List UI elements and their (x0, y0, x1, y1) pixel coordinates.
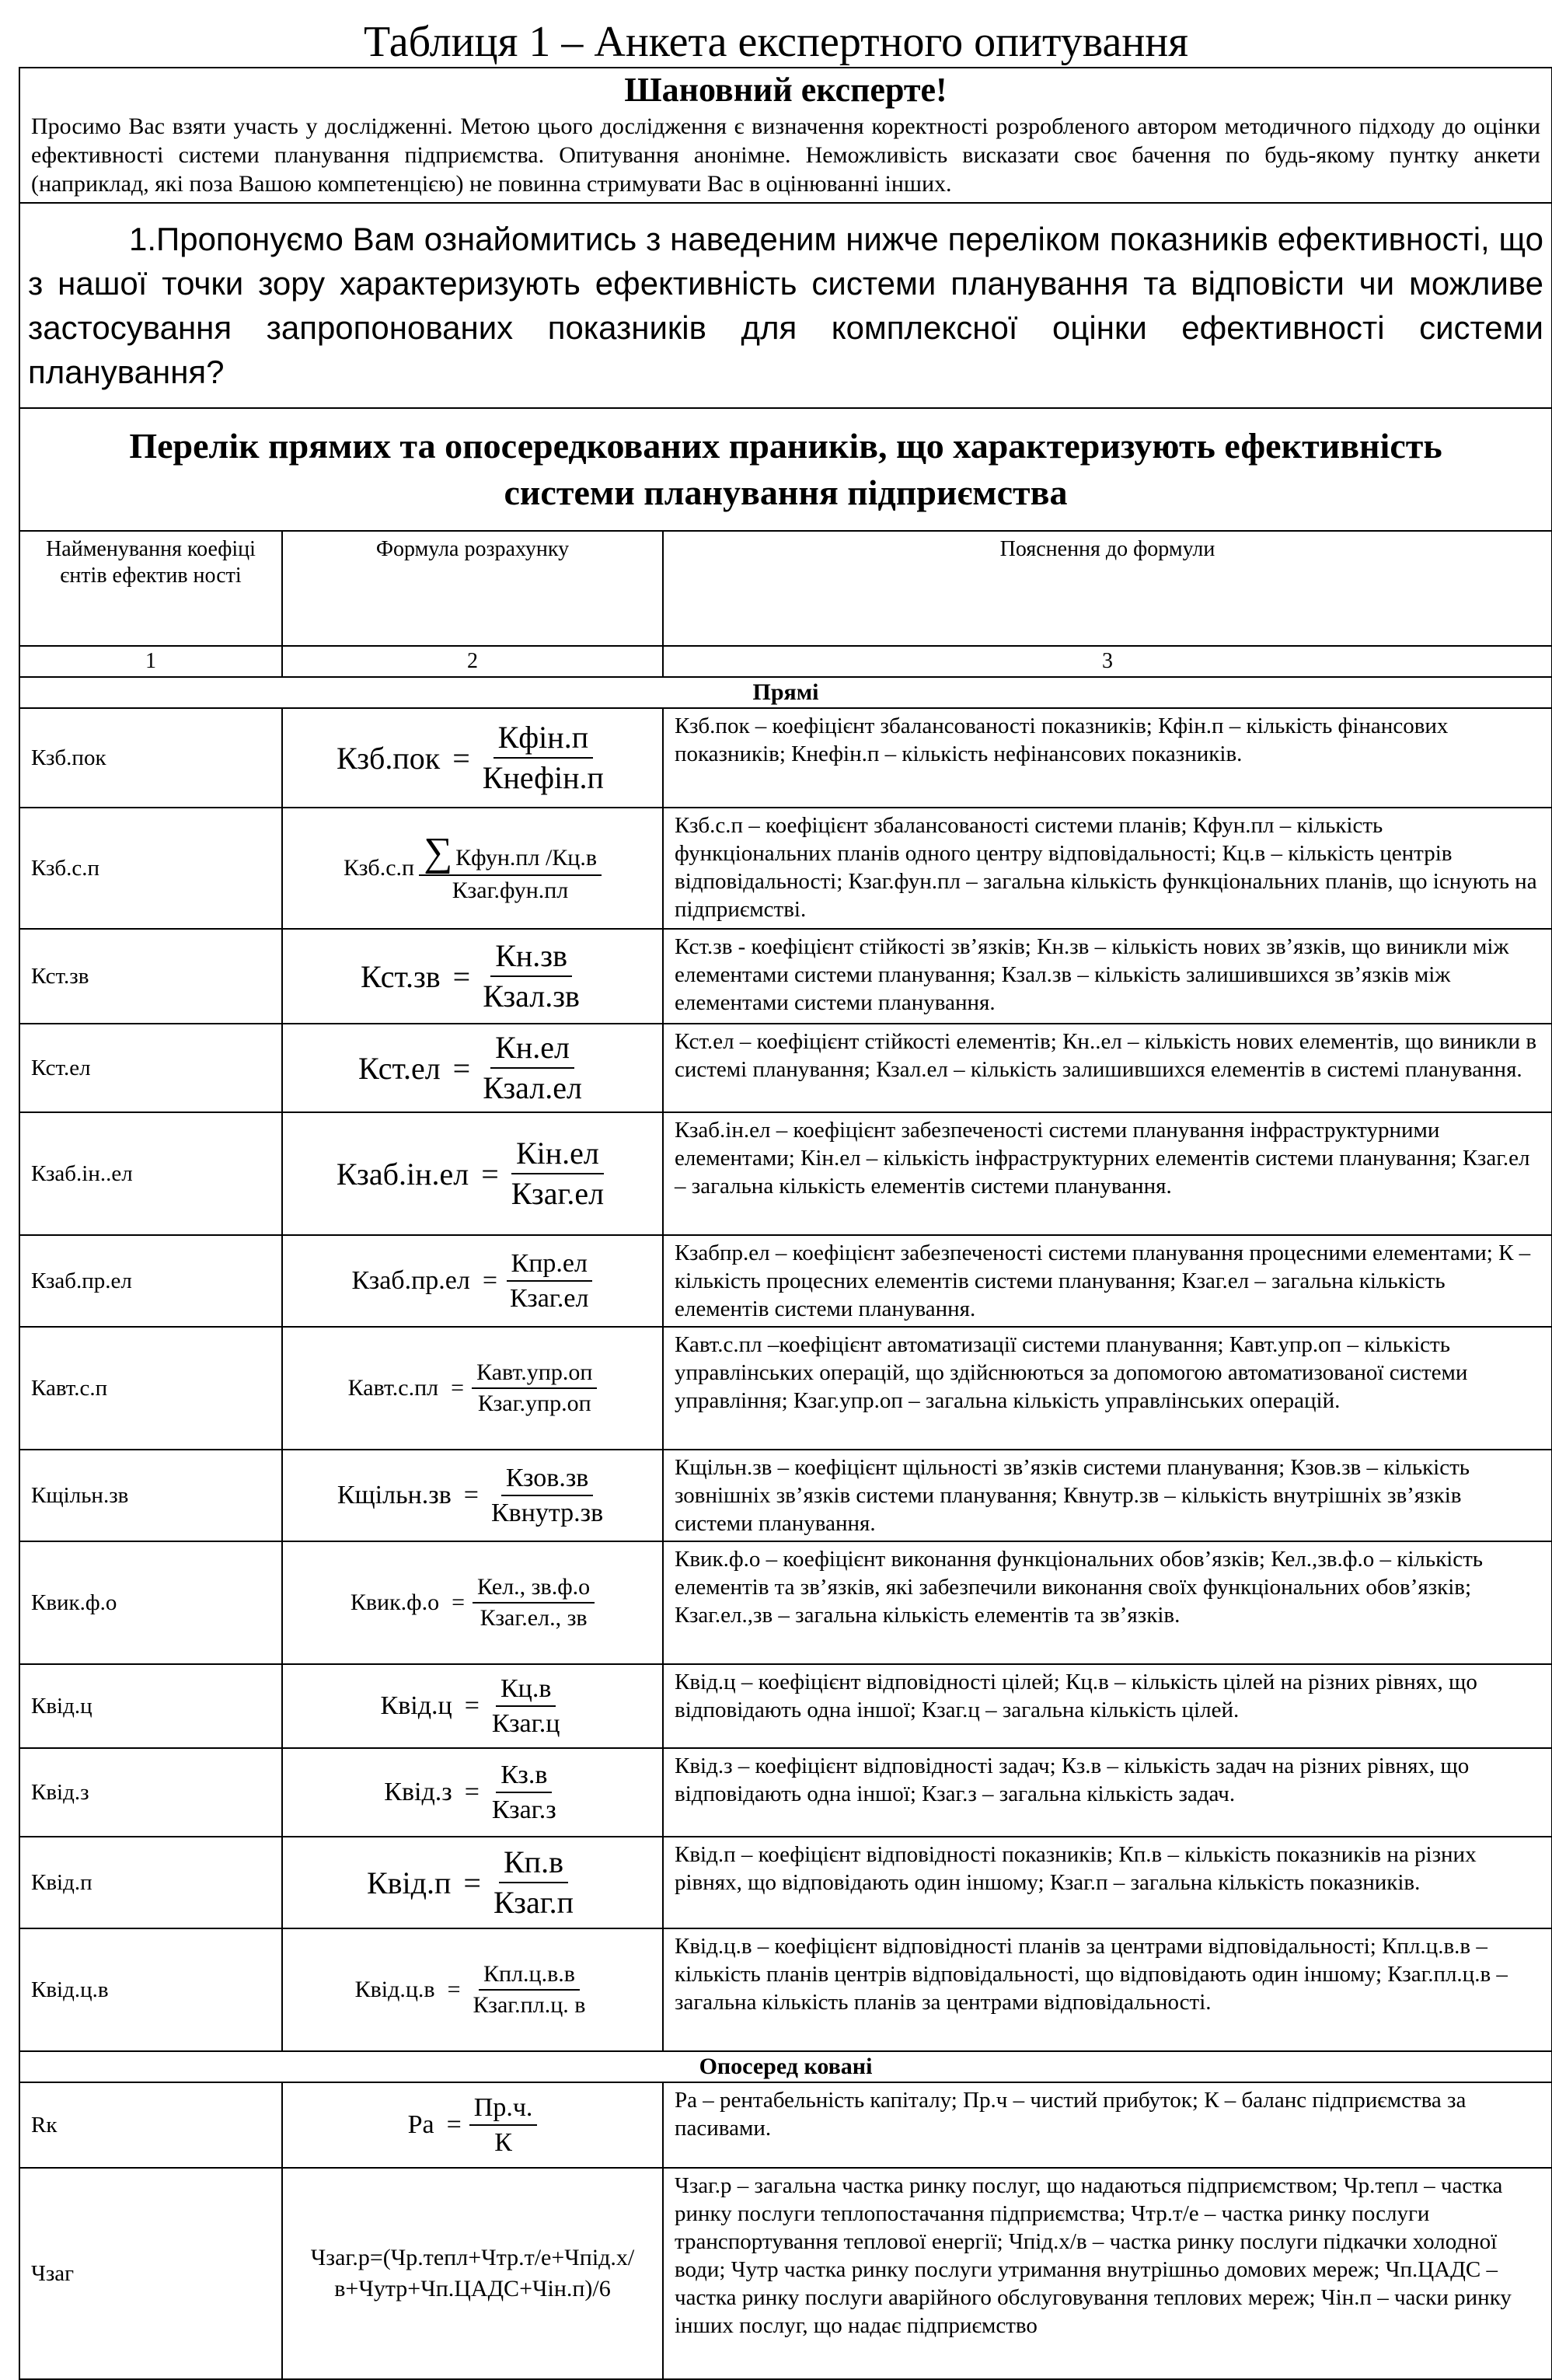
formula-numerator: Кін.ел (511, 1136, 604, 1174)
formula-numerator: Кз.в (496, 1760, 552, 1793)
coefficient-name: Кзб.с.п (19, 808, 282, 929)
formula: Кзаб.ін.ел = Кін.ел Кзаг.ел (337, 1136, 609, 1212)
formula-lhs: Кавт.с.пл (347, 1375, 439, 1401)
formula-cell (282, 1748, 663, 1837)
table-row (19, 1450, 1552, 1541)
section-row-direct (19, 677, 1552, 708)
formula-explanation: Квід.ц – коефіцієнт відповідності цілей; Кц.в – кількість цілей на різних рівнях, що відповідають одна іншої; Кзаг.ц – загальна кількість цілей. (663, 1664, 1552, 1748)
formula-numerator: Кн.зв (490, 938, 572, 977)
formula-numerator: Кн.ел (490, 1030, 574, 1069)
table-row (19, 1928, 1552, 2051)
formula-lhs: Кст.ел (358, 1050, 441, 1086)
question-text: 1.Пропонуємо Вам ознайомитись з наведеним нижче переліком показників ефективності, що з нашої точки зору характеризують ефективність системи планування та відповісти чи можливе застосування запропонованих показників для комплексної оцінки ефективності системи планування? (28, 221, 1543, 390)
formula-lhs: Квід.п (366, 1865, 452, 1900)
coefficient-name: Rк (19, 2082, 282, 2168)
formula: Кавт.с.пл = Кавт.упр.оп Кзаг.упр.оп (348, 1359, 598, 1418)
table-row (19, 1748, 1552, 1837)
section-title-direct: Прямі (19, 677, 1552, 708)
question-row (19, 203, 1552, 408)
formula-denominator: Кзаг.фун.пл (452, 877, 569, 903)
formula-lhs: Кщільн.зв (337, 1481, 452, 1509)
greeting-heading: Шановний експерте! (624, 71, 947, 109)
coefficient-name: Квід.з (19, 1748, 282, 1837)
formula-cell (282, 1235, 663, 1327)
formula-cell (282, 1450, 663, 1541)
column-number: 1 (19, 646, 282, 677)
formula-lhs: Квід.ц (380, 1691, 452, 1720)
greeting-text: Просимо Вас взяти участь у дослідженні. Метою цього дослідження є визначення коректності розробленого автором методичного підходу до оцінки ефективності системи планування підприємства. Опитування анонімне. Неможливість висказати своє бачення по будь-якому пунтку анкети (наприклад, які поза Вашою компетенцією) не повинна стримувати Вас в оцінюванні інших. (31, 113, 1540, 197)
formula-lhs: Квід.з (384, 1778, 452, 1806)
table-row (19, 1327, 1552, 1450)
coefficient-name: Квід.ц (19, 1664, 282, 1748)
formula-cell (282, 708, 663, 808)
formula-denominator: Кнефін.п (482, 760, 604, 795)
formula-explanation: Ра – рентабельність капіталу; Пр.ч – чистий прибуток; К – баланс підприємства за пасивами. (663, 2082, 1552, 2168)
formula: Кзб.пок = Кфін.п Кнефін.п (337, 720, 609, 796)
formula-explanation: Кзб.с.п – коефіцієнт збалансованості системи планів; Кфун.пл – кількість функціональних планів одного центру відповідальності; Кц.в – кількість центрів відповідальності; Кзаг.фун.пл – загальна кількість функціональних планів, що існують на підприємстві. (663, 808, 1552, 929)
formula: Чзаг.р=(Чр.тепл+Чтр.т/е+Чпід.х/в+Чутр+Чп.ЦАДС+Чін.п)/6 (282, 2168, 663, 2379)
formula-lhs: Ра (407, 2110, 434, 2139)
formula-numerator: Кп.в (499, 1844, 568, 1883)
formula-cell (282, 1112, 663, 1235)
formula: Квід.з = Кз.в Кзаг.з (384, 1760, 560, 1825)
formula-explanation: Кст.ел – коефіцієнт стійкості елементів; Кн..ел – кількість нових елементів, що виникли в системі планування; Кзал.ел – кількість залишившихся елементів в системі планування. (663, 1024, 1552, 1112)
coefficient-name: Кзаб.ін..ел (19, 1112, 282, 1235)
formula (343, 829, 602, 905)
coefficient-name: Кзб.пок (19, 708, 282, 808)
formula-cell (282, 1541, 663, 1664)
list-title: Перелік прямих та опосередкованих праників, що характеризують ефективність системи планування підприємства (19, 408, 1552, 531)
coefficient-name: Квід.п (19, 1837, 282, 1928)
formula: Кщільн.зв = Кзов.зв Квнутр.зв (337, 1463, 608, 1528)
table-row (19, 929, 1552, 1024)
formula-explanation: Кзабпр.ел – коефіцієнт забезпеченості системи планування процесними елементами; К – кількість процесних елементів системи планування; Кзаг.ел – загальна кількість елементів системи планування. (663, 1235, 1552, 1327)
coefficient-name: Кст.ел (19, 1024, 282, 1112)
table-row (19, 1664, 1552, 1748)
header-formula: Формула розрахунку (282, 531, 663, 646)
formula-denominator: Кзал.ел (483, 1070, 582, 1105)
formula: Квід.п = Кп.в Кзаг.п (367, 1844, 578, 1921)
formula-explanation: Квід.з – коефіцієнт відповідності задач; Кз.в – кількість задач на різних рівнях, що відповідають одна іншої; Кзаг.з – загальна кількість задач. (663, 1748, 1552, 1837)
formula-denominator: Кзаг.ел (511, 1176, 605, 1211)
formula-lhs: Квик.ф.о (350, 1590, 440, 1615)
table-row (19, 2082, 1552, 2168)
column-number: 3 (663, 646, 1552, 677)
coefficient-name: Квик.ф.о (19, 1541, 282, 1664)
coefficient-name: Кст.зв (19, 929, 282, 1024)
formula-numerator: Кц.в (496, 1673, 556, 1707)
formula-denominator: Кзаг.ел (510, 1284, 589, 1313)
table-row (19, 1112, 1552, 1235)
header-explanation: Пояснення до формули (663, 531, 1552, 646)
formula-denominator: Квнутр.зв (490, 1499, 604, 1527)
column-numbers-row (19, 646, 1552, 677)
formula: Квик.ф.о = Кел., зв.ф.о Кзаг.ел., зв (351, 1574, 595, 1632)
formula-cell (282, 2082, 663, 2168)
formula-cell (282, 1664, 663, 1748)
formula: Квід.ц = Кц.в Кзаг.ц (381, 1673, 565, 1739)
formula-explanation: Кщільн.зв – коефіцієнт щільності зв’язків системи планування; Кзов.зв – кількість зовнішніх зв’язків системи планування; Квнутр.зв – кількість внутрішніх зв’язків системи планування. (663, 1450, 1552, 1541)
formula: Кзаб.пр.ел = Кпр.ел Кзаг.ел (352, 1248, 594, 1314)
formula-cell (282, 929, 663, 1024)
formula-denominator: К (494, 2128, 512, 2157)
header-row (19, 531, 1552, 646)
question-cell (19, 203, 1552, 408)
table-row (19, 708, 1552, 808)
formula-explanation: Кзаб.ін.ел – коефіцієнт забезпеченості системи планування інфраструктурними елементами; Кін.ел – кількість інфраструктурних елементів системи планування; Кзаг.ел – загальна кількість елементів системи планування. (663, 1112, 1552, 1235)
formula: Квід.ц.в = Кпл.ц.в.в Кзаг.пл.ц. в (355, 1961, 591, 2019)
formula-explanation: Кзб.пок – коефіцієнт збалансованості показників; Кфін.п – кількість фінансових показників; Кнефін.п – кількість нефінансових показників. (663, 708, 1552, 808)
list-title-row (19, 408, 1552, 531)
formula-numerator: Кпр.ел (507, 1248, 592, 1282)
coefficient-name: Кзаб.пр.ел (19, 1235, 282, 1327)
formula-explanation: Кст.зв - коефіцієнт стійкості зв’язків; Кн.зв – кількість нових зв’язків, що виникли між елементами системи планування; Кзал.зв – кількість залишившихся зв’язків між елементами системи планування. (663, 929, 1552, 1024)
column-number: 2 (282, 646, 663, 677)
formula-denominator: Кзаг.упр.оп (477, 1391, 591, 1416)
document-title: Таблиця 1 – Анкета експертного опитування (363, 18, 1189, 66)
formula-cell (282, 808, 663, 929)
formula-numerator: Пр.ч. (469, 2092, 538, 2126)
table-row (19, 2168, 1552, 2379)
formula-cell (282, 1837, 663, 1928)
table-row (19, 1024, 1552, 1112)
formula-explanation: Квід.ц.в – коефіцієнт відповідності планів за центрами відповідальності; Кпл.ц.в.в – кількість планів центрів відповідальності, що відповідають один іншому; Кзаг.пл.ц.в – загальна кількість планів за центрами відповідальності. (663, 1928, 1552, 2051)
formula-denominator: Кзаг.з (491, 1795, 556, 1824)
formula-numerator: Кзов.зв (501, 1463, 594, 1496)
greeting-cell (19, 68, 1552, 203)
formula: Кст.зв = Кн.зв Кзал.зв (361, 938, 584, 1014)
formula-denominator: Кзаг.пл.ц. в (473, 1992, 586, 2018)
section-row-indirect (19, 2051, 1552, 2082)
coefficient-name: Кавт.с.п (19, 1327, 282, 1450)
formula-denominator: Кзаг.ц (491, 1709, 560, 1738)
survey-table (19, 67, 1552, 2380)
formula-lhs: Кзаб.пр.ел (351, 1266, 470, 1295)
section-title-indirect: Опосеред ковані (19, 2051, 1552, 2082)
formula-numerator: Кпл.ц.в.в (479, 1961, 580, 1991)
formula-explanation: Квик.ф.о – коефіцієнт виконання функціональних обов’язків; Кел.,зв.ф.о – кількість елементів та зв’язків, які забезпечили виконання своїх функціональних обов’язків; Кзаг.ел.,зв – загальна кількість елементів та зв’язків. (663, 1541, 1552, 1664)
formula-cell (282, 1024, 663, 1112)
formula: Ра = Пр.ч. К (408, 2092, 538, 2158)
formula-explanation: Кавт.с.пл –коефіцієнт автоматизації системи планування; Кавт.упр.оп – кількість управлінських операцій, що здійснюються за допомогою автоматизованої системи управління; Кзаг.упр.оп – загальна кількість управлінських операцій. (663, 1327, 1552, 1450)
formula-explanation: Чзаг.р – загальна частка ринку послуг, що надаються підприємством; Чр.тепл – частка ринку послуги теплопостачання підприємства; Чтр.т/е – частка ринку послуги транспортування теплової енергії; Чпід.х/в – частка ринку послуги підкачки холодної води; Чутр частка ринку послуги утримання внутрішньо домових мереж; Чп.ЦАДС – частка ринку послуги аварійного обслуговування теплових мереж; Чін.п – часки ринку інших послуг, що надає підприємство (663, 2168, 1552, 2379)
formula-lhs: Кзаб.ін.ел (336, 1156, 469, 1192)
sum-symbol: ∑ (424, 829, 453, 874)
formula-lhs: Кст.зв (361, 958, 441, 994)
greeting-row (19, 68, 1552, 203)
formula-numerator: Кавт.упр.оп (472, 1359, 597, 1390)
table-row (19, 1837, 1552, 1928)
formula-denominator: Кзал.зв (483, 979, 580, 1014)
coefficient-name: Чзаг (19, 2168, 282, 2379)
formula-cell (282, 1928, 663, 2051)
formula-lhs: Квід.ц.в (354, 1977, 435, 2002)
formula-numerator: Кел., зв.ф.о (473, 1574, 595, 1604)
formula: Кст.ел = Кн.ел Кзал.ел (358, 1030, 587, 1106)
formula-cell (282, 1327, 663, 1450)
table-row (19, 1235, 1552, 1327)
table-row (19, 808, 1552, 929)
formula-numerator: Кфін.п (494, 720, 594, 759)
coefficient-name: Кщільн.зв (19, 1450, 282, 1541)
coefficient-name: Квід.ц.в (19, 1928, 282, 2051)
formula-numerator: Кфун.пл /Кц.в (455, 844, 598, 871)
header-name: Найменування коефіці єнтів ефектив ності (19, 531, 282, 646)
formula-denominator: Кзаг.ел., зв (480, 1605, 588, 1631)
table-row (19, 1541, 1552, 1664)
formula-lhs: Кзб.с.п (343, 855, 415, 881)
formula-lhs: Кзб.пок (337, 740, 441, 776)
formula-explanation: Квід.п – коефіцієнт відповідності показників; Кп.в – кількість показників на різних рівнях, що відповідають один іншому; Кзаг.п – загальна кількість показників. (663, 1837, 1552, 1928)
formula-denominator: Кзаг.п (493, 1885, 574, 1920)
